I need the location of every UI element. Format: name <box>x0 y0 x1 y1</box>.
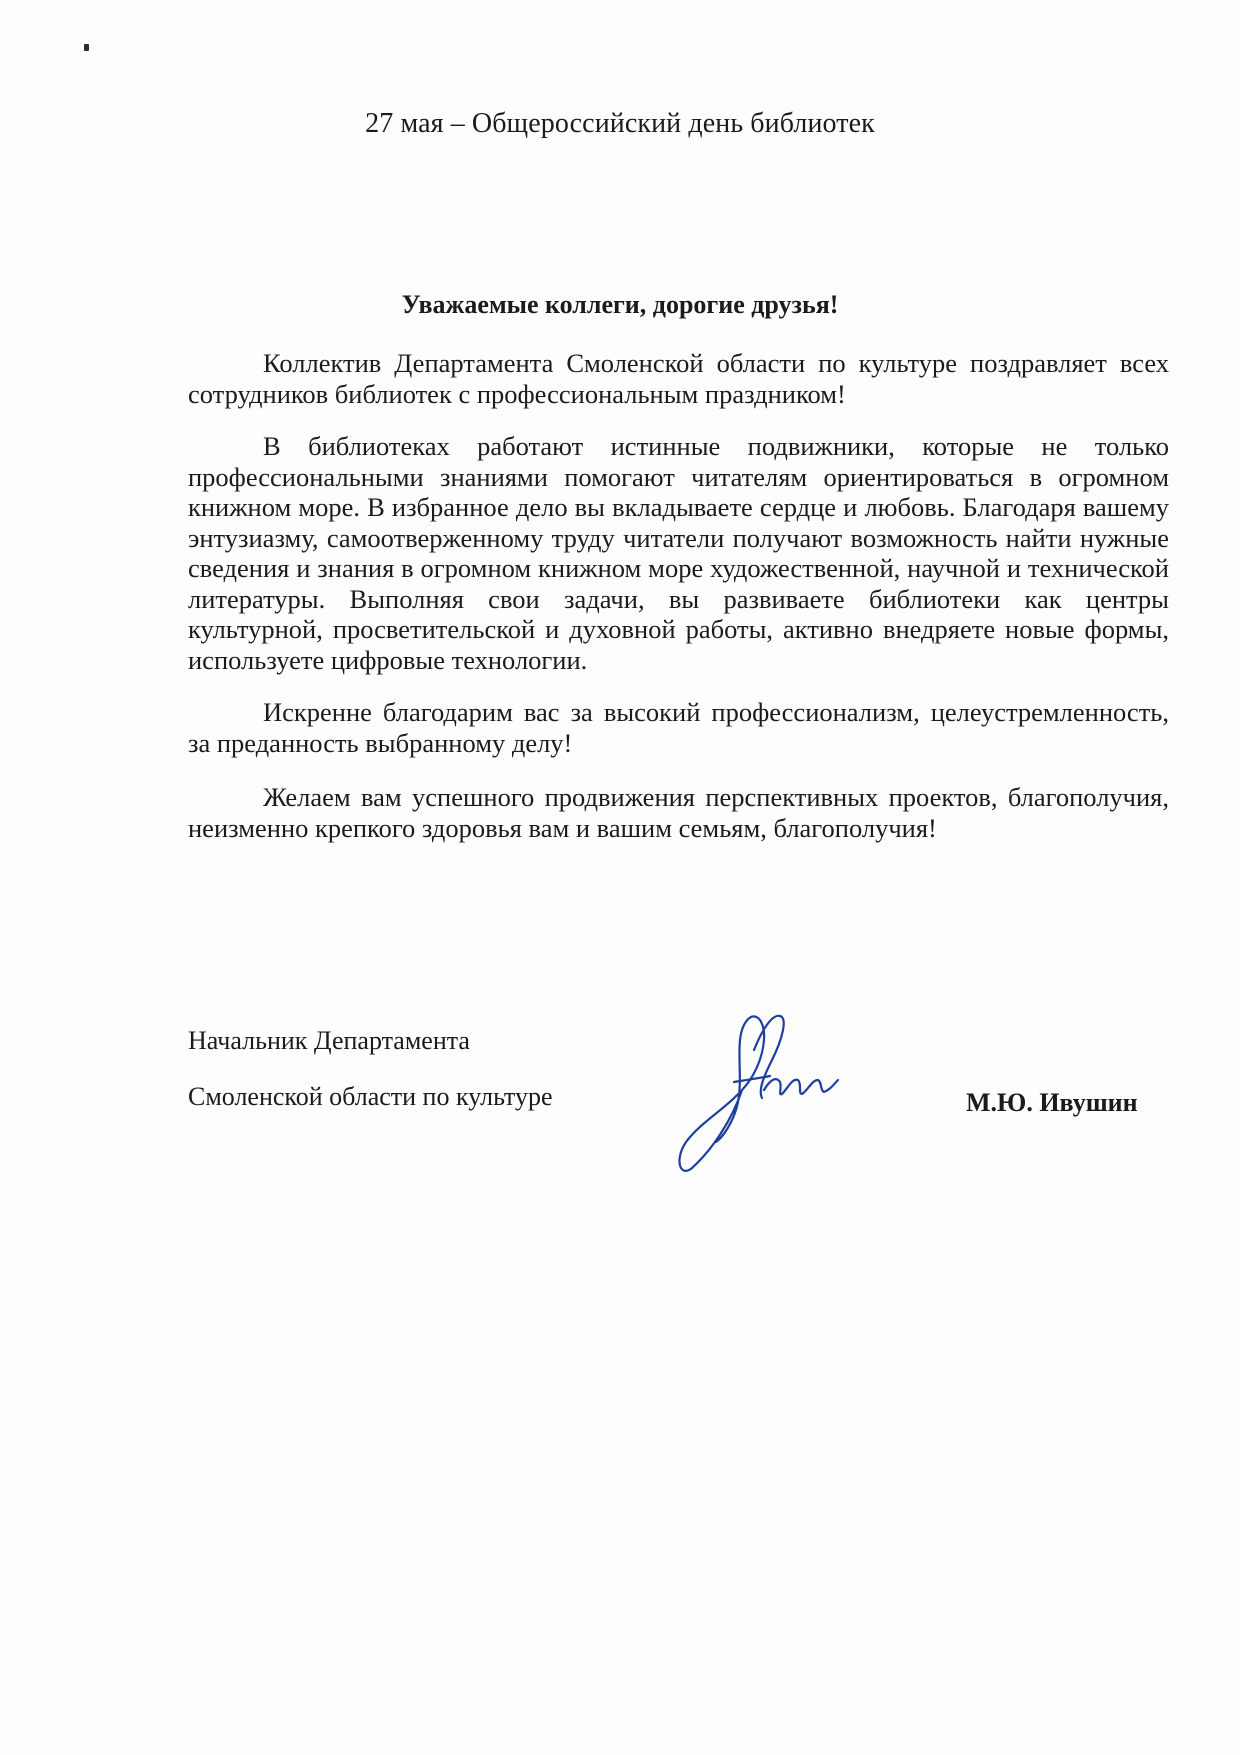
date-heading: 27 мая – Общероссийский день библиотек <box>365 108 875 139</box>
signer-name: М.Ю. Ивушин <box>966 1088 1138 1117</box>
handwritten-signature-icon <box>672 1010 872 1180</box>
paragraph-gratitude: Искренне благодарим вас за высокий профессионализм, целеустремленность, за преданность выбранному делу! <box>188 697 1169 758</box>
paragraph-librarians: В библиотеках работают истинные подвижники, которые не только профессиональными знаниями помогают читателям ориентироваться в огромном книжном море. В избранное дело вы вкладываете сердце и любовь. Благодаря вашему энтузиазму, самоотверженному труду читатели получают возможность найти нужные сведения и знания в огромном книжном море художественной, научной и технической литературы. Выполняя свои задачи, вы развиваете библиотеки как центры культурной, просветительской и духовной работы, активно внедряете новые формы, используете цифровые технологии. <box>188 431 1169 675</box>
signer-position-line1: Начальник Департамента <box>188 1026 470 1055</box>
paragraph-wishes: Желаем вам успешного продвижения перспективных проектов, благополучия, неизменно крепкого здоровья вам и вашим семьям, благополучия! <box>188 782 1169 843</box>
letter-greeting: Уважаемые коллеги, дорогие друзья! <box>401 290 839 319</box>
signer-position-line2: Смоленской области по культуре <box>188 1082 553 1111</box>
paragraph-congratulation: Коллектив Департамента Смоленской области по культуре поздравляет всех сотрудников библиотек с профессиональным праздником! <box>188 348 1169 409</box>
scan-dot-mark <box>84 44 89 51</box>
letter-body <box>188 348 1169 867</box>
